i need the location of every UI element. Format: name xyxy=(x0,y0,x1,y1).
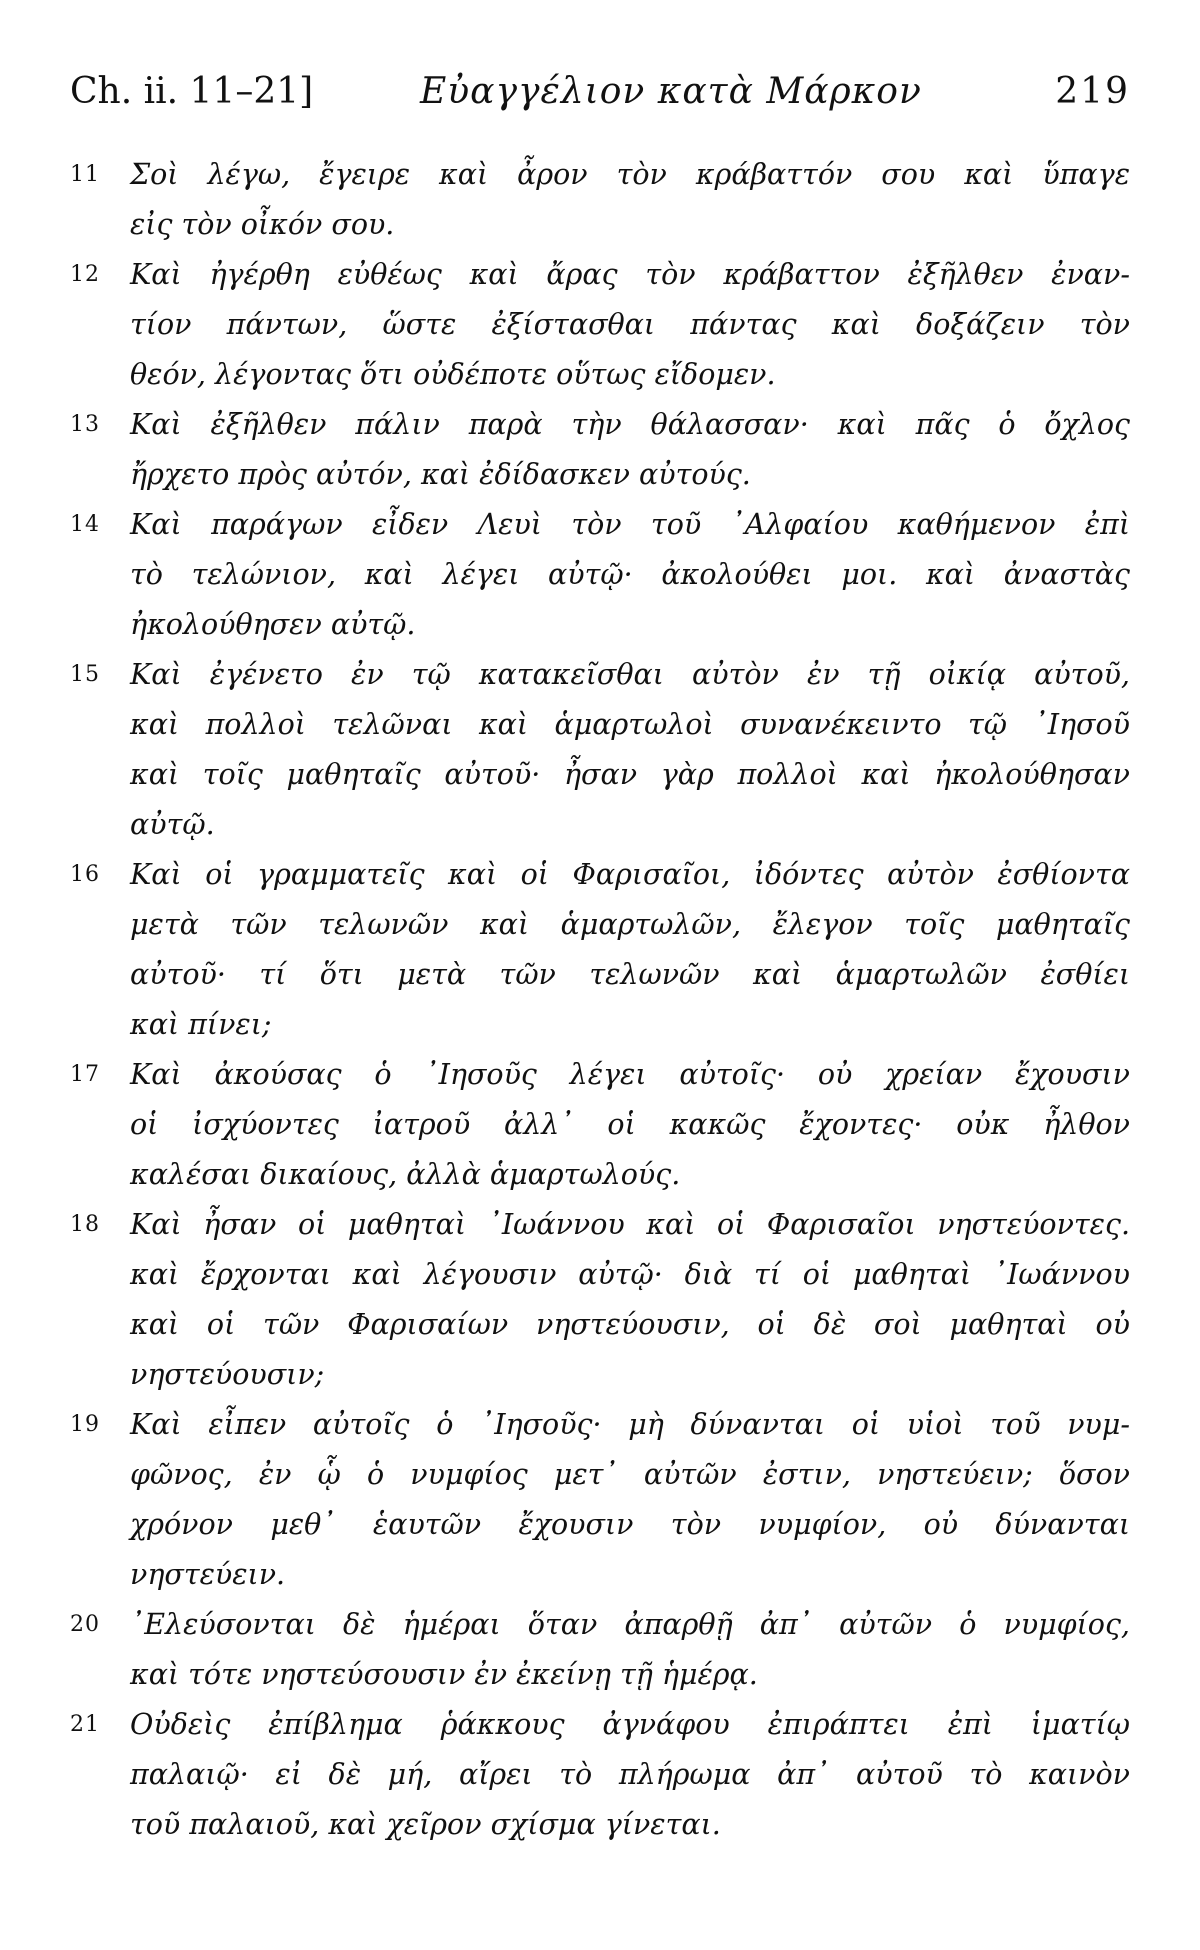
verse-line xyxy=(70,1650,1130,1700)
verse-line xyxy=(70,800,1130,850)
verse-number: 18 xyxy=(70,1212,100,1237)
verse-number: 20 xyxy=(70,1612,100,1637)
verse-line xyxy=(70,900,1130,950)
verse-line-text: νηστεύειν. xyxy=(130,1558,286,1591)
verse-line-text: Καὶ ἀκούσας ὁ ᾿Ιησοῦς λέγει αὐτοῖς· οὐ χρείαν ἔχουσιν xyxy=(130,1058,1130,1091)
verse-line-text: εἰς τὸν οἶκόν σου. xyxy=(130,208,395,241)
verse-line-text: χρόνον μεθ᾿ ἑαυτῶν ἔχουσιν τὸν νυμφίον, οὐ δύνανται xyxy=(130,1508,1130,1541)
verse-line xyxy=(70,150,1130,200)
verse-line-text: Καὶ εἶπεν αὐτοῖς ὁ ᾿Ιησοῦς· μὴ δύνανται οἱ υἱοὶ τοῦ νυμ- xyxy=(130,1408,1130,1441)
chapter-reference: Ch. ii. 11–21] xyxy=(70,71,314,112)
verse-line-text: τίον πάντων, ὥστε ἐξίστασθαι πάντας καὶ δοξάζειν τὸν xyxy=(130,308,1130,341)
verse-line xyxy=(70,1050,1130,1100)
verse-line-text: καλέσαι δικαίους, ἀλλὰ ἁμαρτωλούς. xyxy=(130,1158,681,1191)
verse-line xyxy=(70,1300,1130,1350)
verse-line-text: θεόν, λέγοντας ὅτι οὐδέποτε οὕτως εἴδομεν. xyxy=(130,358,776,391)
verse-line-text: Σοὶ λέγω, ἔγειρε καὶ ἆρον τὸν κράβαττόν σου καὶ ὕπαγε xyxy=(130,158,1130,191)
verse-line-text: ἠκολούθησεν αὐτῷ. xyxy=(130,608,416,641)
verse-line xyxy=(70,750,1130,800)
verse-line-text: μετὰ τῶν τελωνῶν καὶ ἁμαρτωλῶν, ἔλεγον τοῖς μαθηταῖς xyxy=(130,908,1130,941)
verse-line-text: τοῦ παλαιοῦ, καὶ χεῖρον σχίσμα γίνεται. xyxy=(130,1808,721,1841)
verse-line xyxy=(70,1550,1130,1600)
verse-line xyxy=(70,1000,1130,1050)
verse-line xyxy=(70,1450,1130,1500)
verse-line xyxy=(70,1150,1130,1200)
verse-line xyxy=(70,1350,1130,1400)
verse-line-text: αὐτῷ. xyxy=(130,808,215,841)
verse-line xyxy=(70,1700,1130,1750)
verse-line xyxy=(70,1400,1130,1450)
verse-number: 16 xyxy=(70,862,100,887)
verse-line xyxy=(70,950,1130,1000)
verse-number: 17 xyxy=(70,1062,100,1087)
verse-line xyxy=(70,550,1130,600)
verse-line-text: καὶ οἱ τῶν Φαρισαίων νηστεύουσιν, οἱ δὲ σοὶ μαθηταὶ οὐ xyxy=(130,1308,1130,1341)
verse-line-text: Καὶ ἦσαν οἱ μαθηταὶ ᾿Ιωάννου καὶ οἱ Φαρισαῖοι νηστεύοντες. xyxy=(130,1208,1130,1241)
verse-line xyxy=(70,850,1130,900)
verse-line-text: Καὶ ἠγέρθη εὐθέως καὶ ἄρας τὸν κράβαττον ἐξῆλθεν ἐναν- xyxy=(130,258,1130,291)
verse-line xyxy=(70,1500,1130,1550)
verse-line-text: αὐτοῦ· τί ὅτι μετὰ τῶν τελωνῶν καὶ ἁμαρτωλῶν ἐσθίει xyxy=(130,958,1130,991)
verse-line xyxy=(70,1800,1130,1850)
verse-number: 14 xyxy=(70,512,100,537)
verse-line-text: καὶ τότε νηστεύσουσιν ἐν ἐκείνῃ τῇ ἡμέρᾳ. xyxy=(130,1658,758,1691)
verse-number: 13 xyxy=(70,412,100,437)
verse-line xyxy=(70,700,1130,750)
verse-line-text: Καὶ ἐγένετο ἐν τῷ κατακεῖσθαι αὐτὸν ἐν τῇ οἰκίᾳ αὐτοῦ, xyxy=(130,658,1130,691)
verse-number: 21 xyxy=(70,1712,100,1737)
verse-line-text: Καὶ οἱ γραμματεῖς καὶ οἱ Φαρισαῖοι, ἰδόντες αὐτὸν ἐσθίοντα xyxy=(130,858,1130,891)
verse-line-text: φῶνος, ἐν ᾧ ὁ νυμφίος μετ᾿ αὐτῶν ἐστιν, νηστεύειν; ὅσον xyxy=(130,1458,1130,1491)
running-header xyxy=(70,62,1130,122)
verse-line xyxy=(70,450,1130,500)
page-number: 219 xyxy=(1055,71,1130,112)
verse-text xyxy=(70,150,1130,1850)
verse-line xyxy=(70,350,1130,400)
verse-line-text: παλαιῷ· εἰ δὲ μή, αἴρει τὸ πλήρωμα ἀπ᾿ αὐτοῦ τὸ καινὸν xyxy=(130,1758,1130,1791)
verse-line xyxy=(70,1200,1130,1250)
verse-number: 15 xyxy=(70,662,100,687)
verse-line xyxy=(70,200,1130,250)
verse-number: 19 xyxy=(70,1412,100,1437)
verse-line-text: ᾿Ελεύσονται δὲ ἡμέραι ὅταν ἀπαρθῇ ἀπ᾿ αὐτῶν ὁ νυμφίος, xyxy=(130,1608,1130,1641)
verse-line xyxy=(70,250,1130,300)
verse-line xyxy=(70,600,1130,650)
verse-line-text: νηστεύουσιν; xyxy=(130,1358,325,1391)
verse-line-text: καὶ πολλοὶ τελῶναι καὶ ἁμαρτωλοὶ συνανέκειντο τῷ ᾿Ιησοῦ xyxy=(130,708,1130,741)
running-title: Εὐαγγέλιον κατὰ Μάρκον xyxy=(420,71,922,112)
verse-number: 11 xyxy=(70,162,100,187)
verse-line xyxy=(70,1100,1130,1150)
verse-line-text: Καὶ ἐξῆλθεν πάλιν παρὰ τὴν θάλασσαν· καὶ πᾶς ὁ ὄχλος xyxy=(130,408,1130,441)
verse-line xyxy=(70,500,1130,550)
verse-line-text: καὶ ἔρχονται καὶ λέγουσιν αὐτῷ· διὰ τί οἱ μαθηταὶ ᾿Ιωάννου xyxy=(130,1258,1130,1291)
verse-line-text: Καὶ παράγων εἶδεν Λευὶ τὸν τοῦ ᾿Αλφαίου καθήμενον ἐπὶ xyxy=(130,508,1130,541)
verse-line-text: τὸ τελώνιον, καὶ λέγει αὐτῷ· ἀκολούθει μοι. καὶ ἀναστὰς xyxy=(130,558,1130,591)
verse-line xyxy=(70,1600,1130,1650)
verse-line-text: Οὐδεὶς ἐπίβλημα ῥάκκους ἀγνάφου ἐπιράπτει ἐπὶ ἱματίῳ xyxy=(130,1708,1130,1741)
verse-line xyxy=(70,1750,1130,1800)
verse-line xyxy=(70,1250,1130,1300)
verse-line-text: ἤρχετο πρὸς αὐτόν, καὶ ἐδίδασκεν αὐτούς. xyxy=(130,458,751,491)
verse-line-text: οἱ ἰσχύοντες ἰατροῦ ἀλλ᾿ οἱ κακῶς ἔχοντες· οὐκ ἦλθον xyxy=(130,1108,1130,1141)
verse-line-text: καὶ τοῖς μαθηταῖς αὐτοῦ· ἦσαν γὰρ πολλοὶ καὶ ἠκολούθησαν xyxy=(130,758,1130,791)
verse-line xyxy=(70,650,1130,700)
verse-number: 12 xyxy=(70,262,100,287)
verse-line xyxy=(70,300,1130,350)
verse-line xyxy=(70,400,1130,450)
verse-line-text: καὶ πίνει; xyxy=(130,1008,272,1041)
